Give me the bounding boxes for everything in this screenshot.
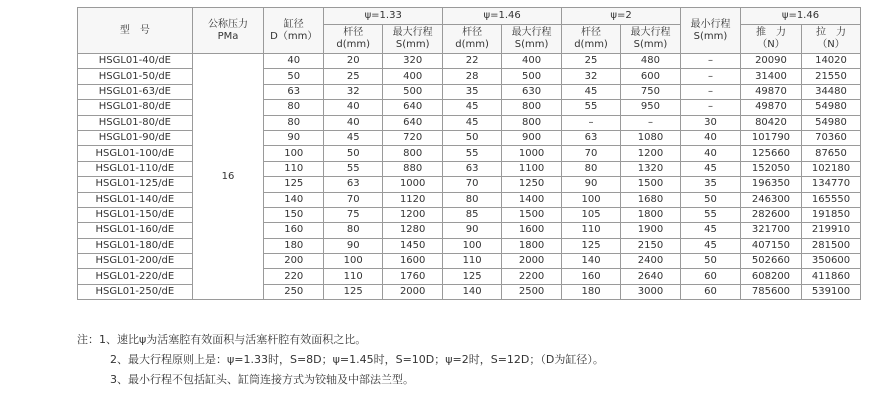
cell-stroke-3: 950	[620, 100, 680, 115]
cell-rod-2: 22	[443, 54, 502, 69]
cell-rod-1: 25	[324, 69, 383, 84]
cell-stroke-1: 1450	[383, 238, 443, 253]
cell-model: HSGL01-150/dE	[78, 207, 193, 222]
cell-model: HSGL01-50/dE	[78, 69, 193, 84]
cell-stroke-1: 400	[383, 69, 443, 84]
cell-pull: 54980	[801, 100, 860, 115]
cell-stroke-1: 1120	[383, 192, 443, 207]
cell-rod-2: 35	[443, 84, 502, 99]
cell-bore: 220	[264, 269, 324, 284]
cell-min-stroke: 40	[680, 146, 740, 161]
cell-stroke-1: 720	[383, 130, 443, 145]
pull-label: 拉 力	[815, 27, 846, 38]
cell-min-stroke: –	[680, 54, 740, 69]
cell-stroke-1: 1000	[383, 177, 443, 192]
cell-min-stroke: 45	[680, 223, 740, 238]
cell-model: HSGL01-80/dE	[78, 100, 193, 115]
cell-model: HSGL01-125/dE	[78, 177, 193, 192]
cell-stroke-2: 1800	[502, 238, 562, 253]
cell-push: 196350	[740, 177, 801, 192]
cell-rod-2: 28	[443, 69, 502, 84]
cell-min-stroke: 55	[680, 207, 740, 222]
cell-rod-2: 90	[443, 223, 502, 238]
rod-label: 杆径	[581, 27, 602, 38]
cell-model: HSGL01-140/dE	[78, 192, 193, 207]
cell-bore: 90	[264, 130, 324, 145]
header-pressure-unit: PMa	[217, 30, 239, 42]
cell-rod-2: 125	[443, 269, 502, 284]
cell-pull: 14020	[801, 54, 860, 69]
cell-rod-2: 63	[443, 161, 502, 176]
cell-stroke-2: 1500	[502, 207, 562, 222]
cell-stroke-1: 2000	[383, 284, 443, 299]
cell-stroke-3: 1900	[620, 223, 680, 238]
header-stroke-2	[502, 25, 562, 54]
cell-stroke-1: 320	[383, 54, 443, 69]
stroke-unit: S(mm)	[395, 39, 430, 50]
cell-bore: 125	[264, 177, 324, 192]
header-bore-label: 缸径	[283, 18, 304, 30]
header-force-group: ψ=1.46	[740, 8, 860, 25]
cell-min-stroke: 60	[680, 269, 740, 284]
cell-min-stroke: 40	[680, 130, 740, 145]
cell-stroke-3: 1320	[620, 161, 680, 176]
stroke-unit: S(mm)	[514, 39, 549, 50]
rod-unit: d(mm)	[336, 39, 371, 50]
cell-rod-2: 85	[443, 207, 502, 222]
cell-push: 80420	[740, 115, 801, 130]
cell-rod-1: 80	[324, 223, 383, 238]
cell-min-stroke: 50	[680, 192, 740, 207]
cell-stroke-1: 1760	[383, 269, 443, 284]
stroke-label: 最大行程	[511, 27, 552, 38]
cell-rod-3: 105	[562, 207, 621, 222]
note-3: 3、最小行程不包括缸头、缸筒连接方式为铰轴及中部法兰型。	[110, 373, 414, 386]
table-row	[78, 54, 861, 69]
cell-min-stroke: 60	[680, 284, 740, 299]
cell-rod-1: 32	[324, 84, 383, 99]
cell-pull: 191850	[801, 207, 860, 222]
cell-model: HSGL01-250/dE	[78, 284, 193, 299]
cell-pull: 34480	[801, 84, 860, 99]
cell-stroke-3: –	[620, 115, 680, 130]
cell-bore: 80	[264, 100, 324, 115]
cell-stroke-3: 1680	[620, 192, 680, 207]
cell-bore: 100	[264, 146, 324, 161]
cell-push: 608200	[740, 269, 801, 284]
cell-stroke-2: 500	[502, 69, 562, 84]
cell-stroke-3: 1080	[620, 130, 680, 145]
cell-rod-1: 20	[324, 54, 383, 69]
cell-push: 321700	[740, 223, 801, 238]
cell-stroke-2: 1400	[502, 192, 562, 207]
cell-push: 785600	[740, 284, 801, 299]
cell-push: 407150	[740, 238, 801, 253]
cell-stroke-3: 480	[620, 54, 680, 69]
cell-push: 125660	[740, 146, 801, 161]
cell-pull: 539100	[801, 284, 860, 299]
header-push	[740, 25, 801, 54]
cell-stroke-2: 800	[502, 100, 562, 115]
cell-rod-1: 40	[324, 100, 383, 115]
cell-push: 49870	[740, 100, 801, 115]
cell-rod-3: 25	[562, 54, 621, 69]
cell-bore: 80	[264, 115, 324, 130]
cell-rod-3: 180	[562, 284, 621, 299]
header-rod-2	[443, 25, 502, 54]
stroke-label: 最大行程	[630, 27, 671, 38]
cell-rod-1: 50	[324, 146, 383, 161]
rod-label: 杆径	[462, 27, 483, 38]
rod-unit: d(mm)	[574, 39, 608, 50]
rod-unit: d(mm)	[455, 39, 489, 50]
notes	[77, 330, 604, 390]
spec-table	[77, 7, 861, 300]
cell-rod-2: 140	[443, 284, 502, 299]
cell-pull: 350600	[801, 254, 860, 269]
cell-model: HSGL01-40/dE	[78, 54, 193, 69]
cell-stroke-1: 1600	[383, 254, 443, 269]
cell-stroke-1: 640	[383, 115, 443, 130]
cell-rod-2: 50	[443, 130, 502, 145]
cell-rod-2: 80	[443, 192, 502, 207]
cell-rod-2: 45	[443, 115, 502, 130]
cell-rod-3: 125	[562, 238, 621, 253]
cell-stroke-1: 800	[383, 146, 443, 161]
header-pressure-label: 公称压力	[207, 18, 248, 30]
push-unit: （N）	[757, 39, 785, 50]
cell-stroke-3: 600	[620, 69, 680, 84]
cell-stroke-3: 1500	[620, 177, 680, 192]
cell-rod-3: 70	[562, 146, 621, 161]
cell-pull: 54980	[801, 115, 860, 130]
cell-pull: 70360	[801, 130, 860, 145]
cell-push: 31400	[740, 69, 801, 84]
cell-rod-1: 55	[324, 161, 383, 176]
cell-stroke-3: 2150	[620, 238, 680, 253]
cell-stroke-2: 1250	[502, 177, 562, 192]
cell-bore: 200	[264, 254, 324, 269]
cell-model: HSGL01-80/dE	[78, 115, 193, 130]
cell-stroke-3: 1200	[620, 146, 680, 161]
cell-pull: 165550	[801, 192, 860, 207]
cell-rod-2: 110	[443, 254, 502, 269]
cell-bore: 160	[264, 223, 324, 238]
cell-rod-3: 100	[562, 192, 621, 207]
cell-push: 152050	[740, 161, 801, 176]
cell-rod-3: 160	[562, 269, 621, 284]
header-bore	[264, 8, 324, 54]
header-group-3: ψ=2	[562, 8, 681, 25]
cell-stroke-2: 1600	[502, 223, 562, 238]
cell-stroke-3: 750	[620, 84, 680, 99]
header-pull	[801, 25, 860, 54]
note-2: 2、最大行程原则上是：ψ=1.33时，S=8D；ψ=1.45时，S=10D；ψ=2时，S=12D；（D为缸径）。	[110, 353, 604, 366]
cell-rod-1: 125	[324, 284, 383, 299]
cell-bore: 150	[264, 207, 324, 222]
header-min-stroke	[680, 8, 740, 54]
header-pressure	[192, 8, 264, 54]
cell-pull: 219910	[801, 223, 860, 238]
cell-push: 49870	[740, 84, 801, 99]
cell-rod-3: 80	[562, 161, 621, 176]
cell-bore: 40	[264, 54, 324, 69]
cell-bore: 180	[264, 238, 324, 253]
cell-rod-3: 140	[562, 254, 621, 269]
pull-unit: （N）	[817, 39, 845, 50]
cell-rod-2: 100	[443, 238, 502, 253]
cell-min-stroke: –	[680, 84, 740, 99]
cell-bore: 110	[264, 161, 324, 176]
cell-pull: 87650	[801, 146, 860, 161]
header-stroke-1	[383, 25, 443, 54]
cell-rod-3: 90	[562, 177, 621, 192]
table-body	[78, 54, 861, 300]
cell-rod-2: 55	[443, 146, 502, 161]
cell-rod-1: 40	[324, 115, 383, 130]
cell-min-stroke: –	[680, 69, 740, 84]
cell-stroke-2: 630	[502, 84, 562, 99]
cell-model: HSGL01-220/dE	[78, 269, 193, 284]
cell-model: HSGL01-180/dE	[78, 238, 193, 253]
cell-model: HSGL01-160/dE	[78, 223, 193, 238]
cell-bore: 50	[264, 69, 324, 84]
header-bore-unit: D（mm）	[270, 30, 318, 42]
cell-stroke-2: 1000	[502, 146, 562, 161]
header-group-2: ψ=1.46	[443, 8, 562, 25]
cell-min-stroke: 45	[680, 161, 740, 176]
cell-model: HSGL01-90/dE	[78, 130, 193, 145]
cell-rod-3: 110	[562, 223, 621, 238]
cell-model: HSGL01-100/dE	[78, 146, 193, 161]
cell-stroke-3: 1800	[620, 207, 680, 222]
cell-model: HSGL01-200/dE	[78, 254, 193, 269]
cell-pressure: 16	[192, 54, 264, 300]
cell-stroke-2: 900	[502, 130, 562, 145]
cell-stroke-3: 2400	[620, 254, 680, 269]
cell-rod-2: 70	[443, 177, 502, 192]
cell-stroke-1: 1280	[383, 223, 443, 238]
cell-rod-1: 70	[324, 192, 383, 207]
cell-rod-1: 63	[324, 177, 383, 192]
cell-min-stroke: 30	[680, 115, 740, 130]
header-group-1: ψ=1.33	[324, 8, 443, 25]
cell-push: 246300	[740, 192, 801, 207]
cell-min-stroke: 45	[680, 238, 740, 253]
cell-rod-3: 32	[562, 69, 621, 84]
cell-rod-3: 55	[562, 100, 621, 115]
cell-bore: 63	[264, 84, 324, 99]
cell-push: 101790	[740, 130, 801, 145]
cell-pull: 102180	[801, 161, 860, 176]
cell-rod-1: 45	[324, 130, 383, 145]
cell-push: 20090	[740, 54, 801, 69]
cell-rod-1: 75	[324, 207, 383, 222]
cell-rod-3: –	[562, 115, 621, 130]
header-min-stroke-label: 最小行程	[690, 18, 731, 30]
header-model: 型 号	[78, 8, 193, 54]
cell-pull: 281500	[801, 238, 860, 253]
cell-rod-2: 45	[443, 100, 502, 115]
cell-stroke-2: 400	[502, 54, 562, 69]
cell-min-stroke: 35	[680, 177, 740, 192]
push-label: 推 力	[755, 27, 786, 38]
header-rod-1	[324, 25, 383, 54]
cell-stroke-3: 2640	[620, 269, 680, 284]
stroke-unit: S(mm)	[633, 39, 668, 50]
cell-pull: 411860	[801, 269, 860, 284]
cell-pull: 21550	[801, 69, 860, 84]
cell-stroke-1: 1200	[383, 207, 443, 222]
cell-stroke-1: 500	[383, 84, 443, 99]
cell-model: HSGL01-110/dE	[78, 161, 193, 176]
cell-stroke-1: 880	[383, 161, 443, 176]
cell-model: HSGL01-63/dE	[78, 84, 193, 99]
cell-rod-3: 63	[562, 130, 621, 145]
cell-stroke-2: 2200	[502, 269, 562, 284]
note-1: 注：1、速比ψ为活塞腔有效面积与活塞杆腔有效面积之比。	[77, 333, 367, 346]
cell-rod-3: 45	[562, 84, 621, 99]
rod-label: 杆径	[343, 27, 364, 38]
cell-stroke-2: 2000	[502, 254, 562, 269]
cell-rod-1: 100	[324, 254, 383, 269]
cell-stroke-2: 1100	[502, 161, 562, 176]
cell-bore: 250	[264, 284, 324, 299]
header-min-stroke-unit: S(mm)	[693, 30, 728, 42]
cell-stroke-1: 640	[383, 100, 443, 115]
cell-stroke-2: 800	[502, 115, 562, 130]
header-rod-3	[562, 25, 621, 54]
cell-rod-1: 90	[324, 238, 383, 253]
cell-min-stroke: –	[680, 100, 740, 115]
cell-bore: 140	[264, 192, 324, 207]
cell-rod-1: 110	[324, 269, 383, 284]
stroke-label: 最大行程	[392, 27, 433, 38]
cell-stroke-2: 2500	[502, 284, 562, 299]
cell-pull: 134770	[801, 177, 860, 192]
header-stroke-3	[620, 25, 680, 54]
cell-stroke-3: 3000	[620, 284, 680, 299]
cell-min-stroke: 50	[680, 254, 740, 269]
cell-push: 282600	[740, 207, 801, 222]
cell-push: 502660	[740, 254, 801, 269]
